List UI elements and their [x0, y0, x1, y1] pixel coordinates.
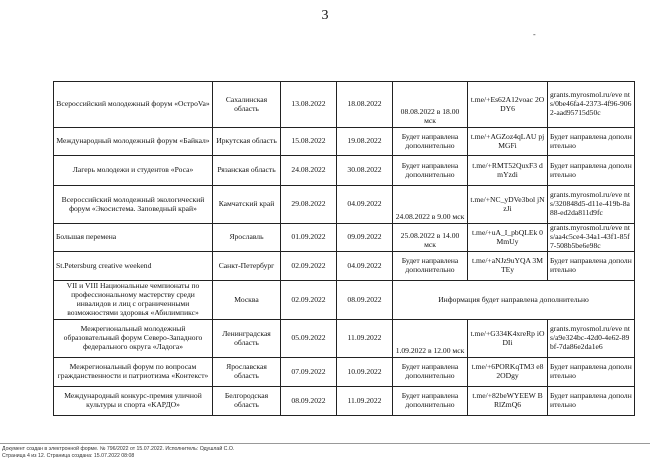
grant-link[interactable]: grants.myrosmol.ru/eve nts/aa4c5ce4-34a1-43f1-85f7-508b5be6e98c [548, 224, 635, 252]
event-end-date: 04.09.2022 [337, 186, 393, 224]
telegram-link[interactable]: t.me/+uA_I_pbQLEk 0MmUy [468, 224, 548, 252]
event-end-date: 08.09.2022 [337, 281, 393, 320]
event-end-date: 18.08.2022 [337, 82, 393, 128]
event-deadline: Будет направлена дополнительно [393, 156, 468, 186]
table-row [54, 82, 635, 128]
footer-document-info: Документ создан в электронной форме. № 796/2022 от 15.07.2022. Исполнитель: Одушлай С.О. [2, 446, 235, 452]
table-row [54, 186, 635, 224]
table-row [54, 224, 635, 252]
event-deadline: Будет направлена дополнительно [393, 252, 468, 281]
event-deadline: Будет направлена дополнительно [393, 128, 468, 156]
event-deadline: 25.08.2022 в 14.00 мск [393, 224, 468, 252]
event-start-date: 02.09.2022 [281, 252, 337, 281]
table-row [54, 128, 635, 156]
grant-link[interactable]: grants.myrosmol.ru/eve nts/a9e324bc-42d0-4e62-89bf-7da86e2da1e6 [548, 320, 635, 358]
event-name: Межрегиональный форум по вопросам гражданственности и патриотизма «Контекст» [54, 358, 213, 387]
event-start-date: 07.09.2022 [281, 358, 337, 387]
event-deadline: 24.08.2022 в 9.00 мск [393, 186, 468, 224]
grant-link: Будет направлена дополнительно [548, 387, 635, 416]
event-deadline: 1.09.2022 в 12.00 мск [393, 320, 468, 358]
grant-link[interactable]: grants.myrosmol.ru/eve nts/320848d5-d11e-419b-8a88-ed2da811d9fc [548, 186, 635, 224]
event-name: Лагерь молодежи и студентов «Роса» [54, 156, 213, 186]
telegram-link[interactable]: t.me/+82beWYEEW BRlZmQ6 [468, 387, 548, 416]
merged-info-cell: Информация будет направлена дополнительно [393, 281, 635, 320]
event-region: Рязанская область [213, 156, 281, 186]
footer-divider [0, 443, 650, 444]
event-start-date: 02.09.2022 [281, 281, 337, 320]
table-row [54, 156, 635, 186]
event-name: Международный конкурс-премия уличной культуры и спорта «КАРДО» [54, 387, 213, 416]
grant-link: Будет направлена дополнительно [548, 156, 635, 186]
event-name: Межрегиональный молодежный образовательный форум Северо-Западного федерального округа «Ладога» [54, 320, 213, 358]
event-region: Ярославская область [213, 358, 281, 387]
grant-link: Будет направлена дополнительно [548, 252, 635, 281]
table-row [54, 358, 635, 387]
event-name: Большая перемена [54, 224, 213, 252]
event-end-date: 11.09.2022 [337, 320, 393, 358]
table-row [54, 387, 635, 416]
event-deadline: Будет направлена дополнительно [393, 387, 468, 416]
event-region: Ярославль [213, 224, 281, 252]
event-region: Камчатский край [213, 186, 281, 224]
table-row [54, 320, 635, 358]
telegram-link[interactable]: t.me/+Es62A12voac 2ODY6 [468, 82, 548, 128]
footer-page-info: Страница 4 из 12. Страница создана: 15.07.2022 08:08 [2, 453, 135, 459]
grant-link: Будет направлена дополнительно [548, 128, 635, 156]
table-row [54, 281, 635, 320]
telegram-link[interactable]: t.me/+NC_yDVe3bol jNzJi [468, 186, 548, 224]
event-region: Белгородская область [213, 387, 281, 416]
event-start-date: 01.09.2022 [281, 224, 337, 252]
page-number: 3 [321, 8, 329, 23]
event-end-date: 19.08.2022 [337, 128, 393, 156]
events-table [53, 81, 635, 416]
event-start-date: 08.09.2022 [281, 387, 337, 416]
event-start-date: 29.08.2022 [281, 186, 337, 224]
telegram-link[interactable]: t.me/+AGZoz4qLAU pjMGFi [468, 128, 548, 156]
grant-link: Будет направлена дополнительно [548, 358, 635, 387]
event-region: Иркутская область [213, 128, 281, 156]
event-end-date: 09.09.2022 [337, 224, 393, 252]
grant-link[interactable]: grants.myrosmol.ru/eve nts/0be46fa4-2373-4f96-9062-aad95715d50c [548, 82, 635, 128]
event-start-date: 24.08.2022 [281, 156, 337, 186]
event-name: VII и VIII Национальные чемпионаты по профессиональному мастерству среди инвалидов и лиц с ограниченными возможностями здоровья «Абилимпикс» [54, 281, 213, 320]
event-end-date: 30.08.2022 [337, 156, 393, 186]
telegram-link[interactable]: t.me/+G334K4xreRp iODIi [468, 320, 548, 358]
telegram-link[interactable]: t.me/+aNJz9uYQA 3MTEy [468, 252, 548, 281]
event-start-date: 13.08.2022 [281, 82, 337, 128]
event-deadline: 08.08.2022 в 18.00 мск [393, 82, 468, 128]
telegram-link[interactable]: t.me/+RMT52QuxF3 dmYzdi [468, 156, 548, 186]
event-name: Международный молодежный форум «Байкал» [54, 128, 213, 156]
event-region: Москва [213, 281, 281, 320]
event-name: Всероссийский молодежный экологический форум «Экосистема. Заповедный край» [54, 186, 213, 224]
event-end-date: 04.09.2022 [337, 252, 393, 281]
event-name: St.Petersburg creative weekend [54, 252, 213, 281]
table-row [54, 252, 635, 281]
event-start-date: 15.08.2022 [281, 128, 337, 156]
event-deadline: Будет направлена дополнительно [393, 358, 468, 387]
event-region: Ленинградская область [213, 320, 281, 358]
event-region: Санкт-Петербург [213, 252, 281, 281]
event-end-date: 11.09.2022 [337, 387, 393, 416]
telegram-link[interactable]: t.me/+6PORKqTM3 e82ODgy [468, 358, 548, 387]
event-region: Сахалинская область [213, 82, 281, 128]
event-end-date: 10.09.2022 [337, 358, 393, 387]
page-mark: - [533, 30, 536, 39]
event-name: Всероссийский молодежный форум «ОстроVa» [54, 82, 213, 128]
event-start-date: 05.09.2022 [281, 320, 337, 358]
